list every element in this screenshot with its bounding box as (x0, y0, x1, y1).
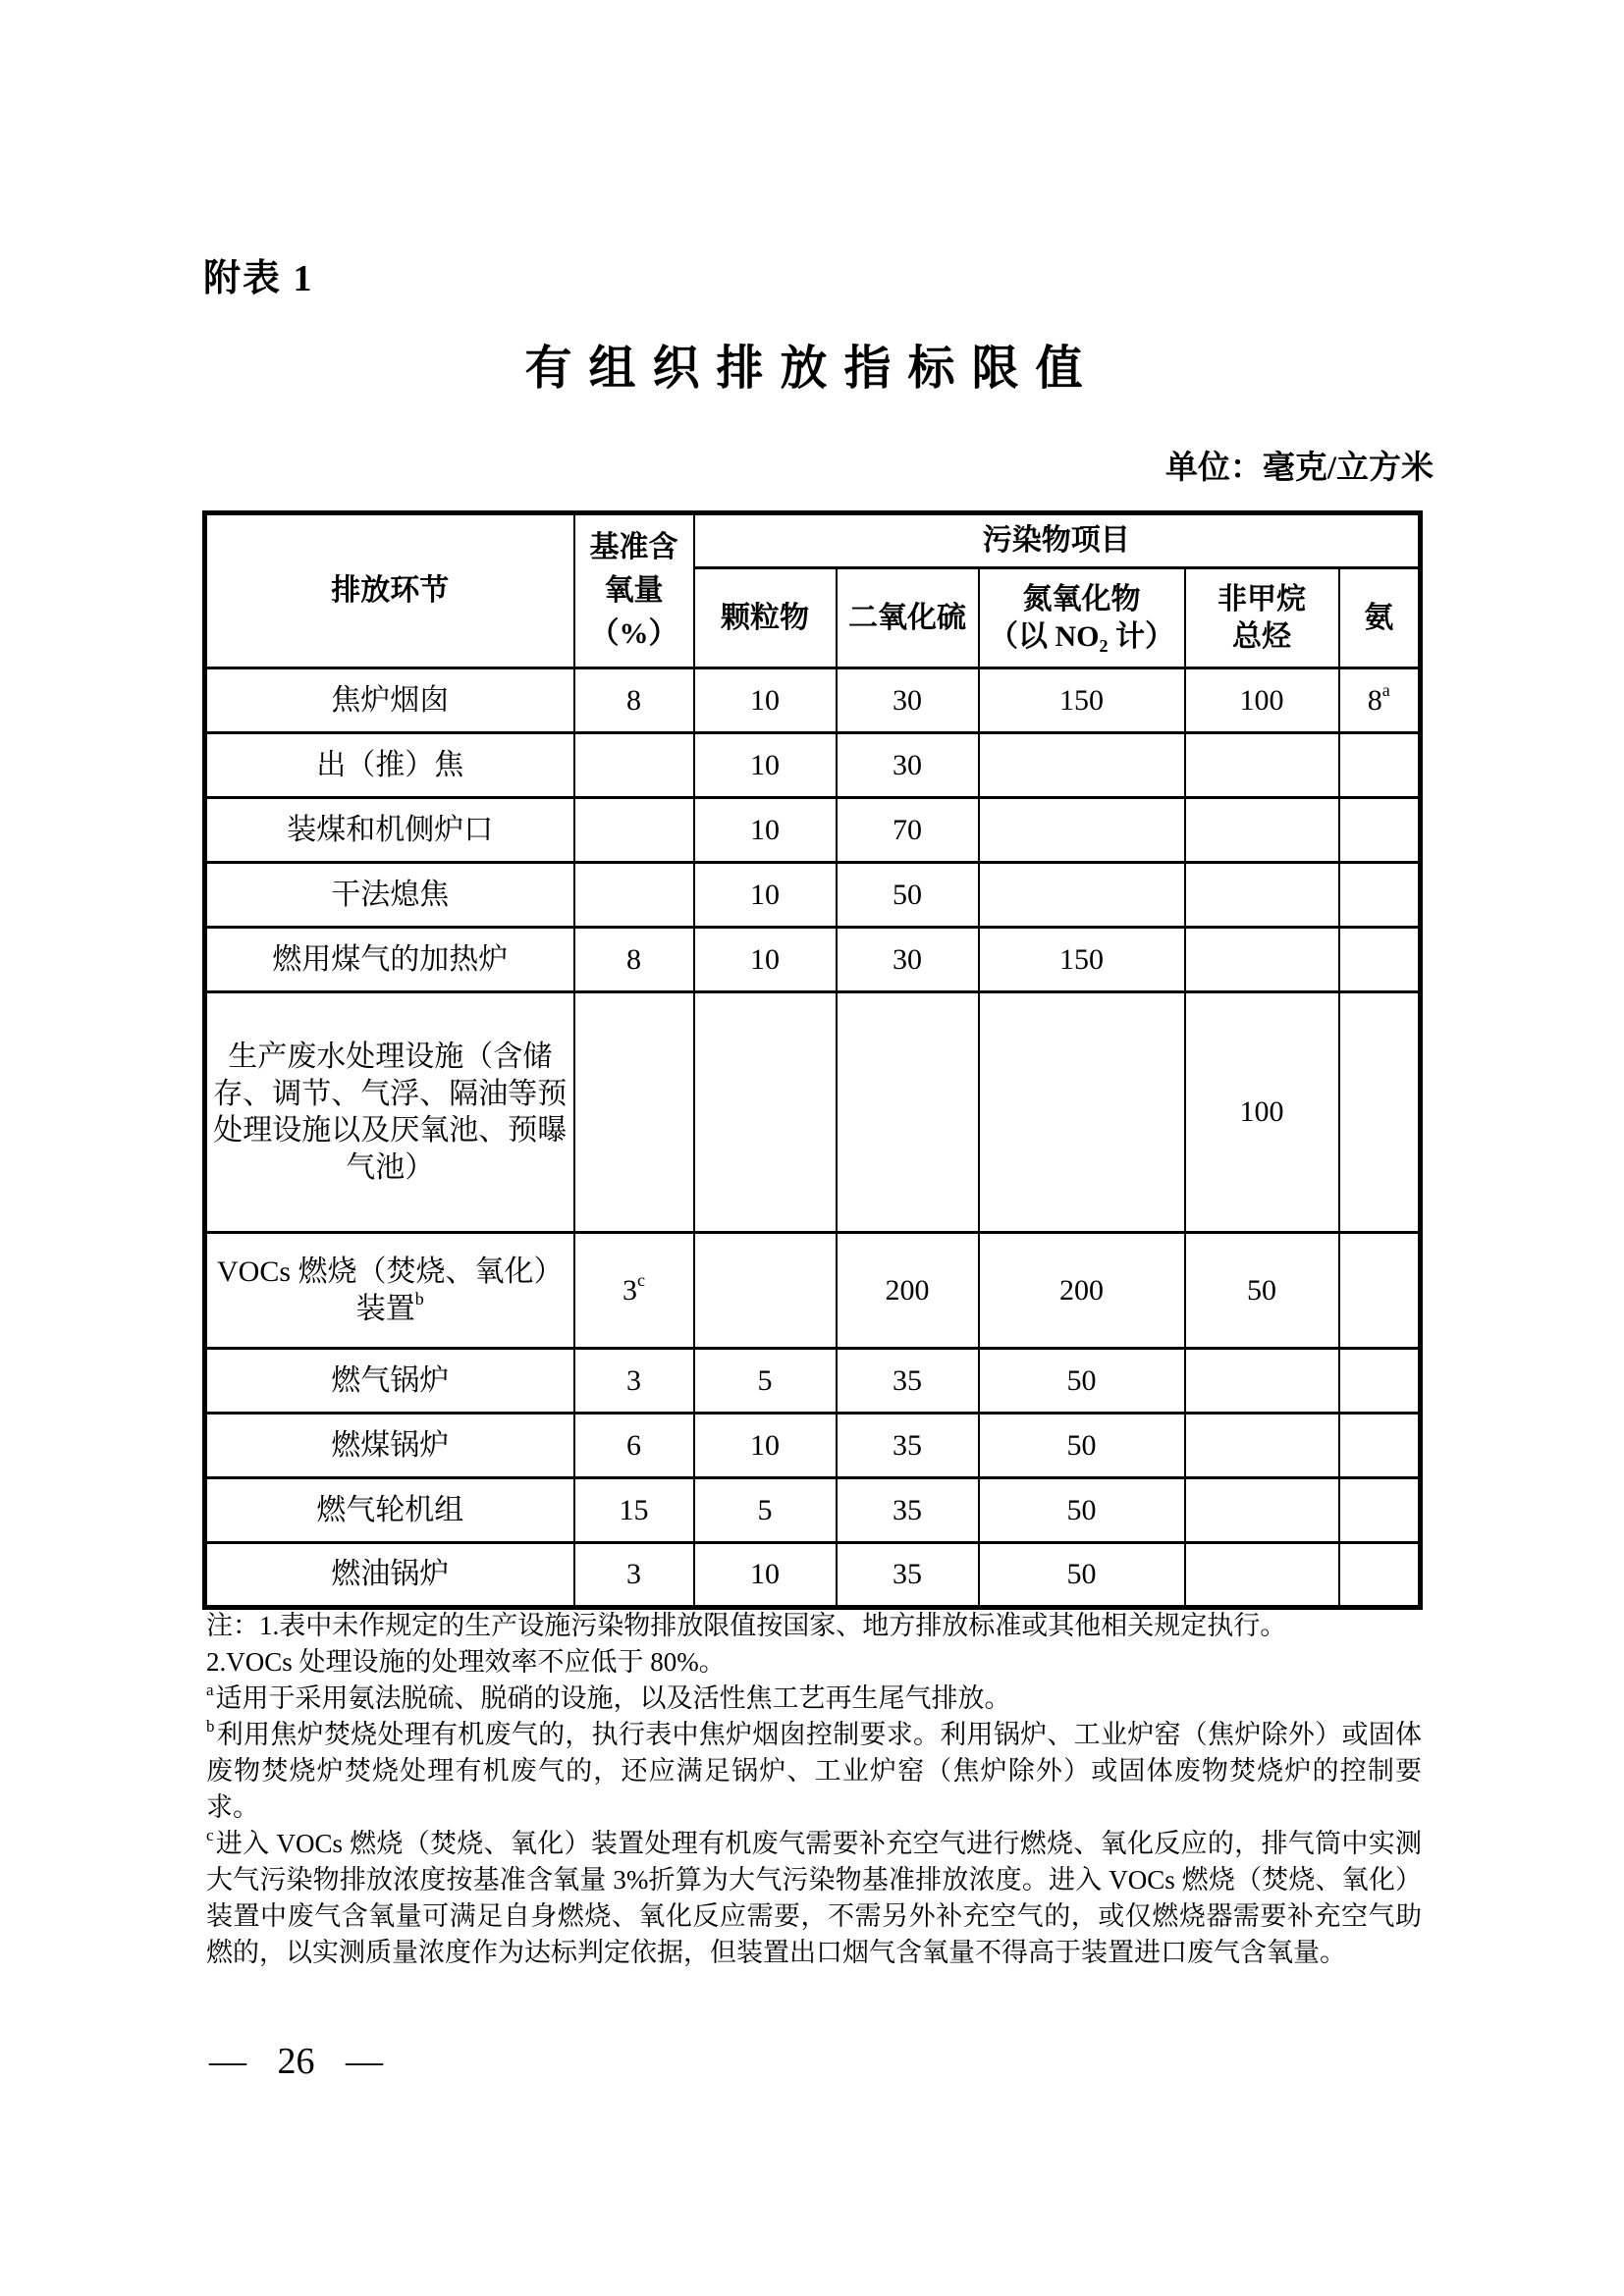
footnote-a: $^a$适用于采用氨法脱硫、脱硝的设施，以及活性焦工艺再生尾气排放。 (206, 1681, 1011, 1713)
header-nh3: 氨 (1339, 568, 1421, 668)
header-so2: 二氧化硫 (837, 568, 979, 668)
row-name: 生产废水处理设施（含储存、调节、气浮、隔油等预处理设施以及厌氧池、预曝气池） (205, 992, 574, 1233)
footnote-marker-c: c (637, 1270, 645, 1291)
header-nox: 氮氧化物 （以 $NO_2$ 计） (979, 568, 1185, 668)
table-row: 出（推）焦 10 30 (205, 733, 1421, 798)
table-row: 装煤和机侧炉口 10 70 (205, 798, 1421, 863)
footnote-marker-b: b (414, 1289, 424, 1308)
row-name: VOCs 燃烧（焚烧、氧化）装置$^b$ (205, 1233, 574, 1349)
table-note-2: 2.VOCs 处理设施的处理效率不应低于 80%。 (206, 1647, 726, 1677)
table-row: 燃气轮机组 15 5 35 50 (205, 1478, 1421, 1543)
table-row: 焦炉烟囱 8 10 30 150 100 8$^a$ (205, 668, 1421, 733)
table-row: 干法熄焦 10 50 (205, 863, 1421, 928)
table-note-1: 注：1.表中未作规定的生产设施污染物排放限值按国家、地方排放标准或其他相关规定执行。 (206, 1611, 1287, 1640)
table-header-row-1 (205, 513, 1421, 568)
table-row: 燃气锅炉 3 5 35 50 (205, 1349, 1421, 1414)
header-pollutant-group: 污染物项目 (694, 513, 1421, 568)
footnote-marker-a: a (1381, 680, 1390, 701)
footnote-b: $^b$利用焦炉焚烧处理有机废气的，执行表中焦炉烟囱控制要求。利用锅炉、工业炉窑（焦炉除外）或固体废物焚烧炉焚烧处理有机废气的，还应满足锅炉、工业炉窑（焦炉除外）或固体废物焚烧炉的控制要求。 (206, 1717, 1422, 1822)
footnote-c: $^c$进入 VOCs 燃烧（焚烧、氧化）装置处理有机废气需要补充空气进行燃烧、氧化反应的，排气筒中实测大气污染物排放浓度按基准含氧量 3%折算为大气污染物基准排放浓度。进入 VOCs 燃烧（焚烧、氧化）装置中废气含氧量可满足自身燃烧、氧化反应需要，不需另外补充空气的，或仅燃烧器需要补充空气助燃的，以实测质量浓度作为达标判定依据，但装置出口烟气含氧量不得高于装置进口废气含氧量。 (206, 1826, 1422, 1967)
footnote-a-marker: a (206, 1681, 214, 1699)
header-nmhc: 非甲烷 总烃 (1185, 568, 1339, 668)
table-row: 燃用煤气的加热炉 8 10 30 150 (205, 928, 1421, 992)
header-pm: 颗粒物 (694, 568, 837, 668)
notes-section (206, 1608, 1422, 1971)
unit-note: 单位：毫克/立方米 (1164, 451, 1434, 486)
header-reference-oxygen: 基准含 氧量 （%） (574, 513, 694, 668)
footnote-b-marker: b (206, 1717, 215, 1735)
row-name: 燃气轮机组 (205, 1478, 574, 1543)
row-name: 燃用煤气的加热炉 (205, 928, 574, 992)
table-row: 燃煤锅炉 6 10 35 50 (205, 1414, 1421, 1478)
row-name: 燃油锅炉 (205, 1543, 574, 1608)
emission-limits-table (202, 510, 1423, 1610)
row-name: 焦炉烟囱 (205, 668, 574, 733)
row-name: 干法熄焦 (205, 863, 574, 928)
row-name: 燃煤锅炉 (205, 1414, 574, 1478)
row-name: 出（推）焦 (205, 733, 574, 798)
row-name: 燃气锅炉 (205, 1349, 574, 1414)
annex-label: 附表 1 (203, 258, 314, 299)
table-row: 燃油锅炉 3 10 35 50 (205, 1543, 1421, 1608)
header-emission-stage: 排放环节 (205, 513, 574, 668)
row-name: 装煤和机侧炉口 (205, 798, 574, 863)
page-number: — 26 — (209, 2041, 383, 2082)
page-title: 有组织排放指标限值 (524, 343, 1100, 395)
table-row: 生产废水处理设施（含储存、调节、气浮、隔油等预处理设施以及厌氧池、预曝气池） 100 (205, 992, 1421, 1233)
no2-subscript: 2 (1099, 635, 1109, 656)
footnote-c-marker: c (206, 1826, 214, 1844)
table-row: VOCs 燃烧（焚烧、氧化）装置$^b$ 3$^c$ 200 200 50 (205, 1233, 1421, 1349)
